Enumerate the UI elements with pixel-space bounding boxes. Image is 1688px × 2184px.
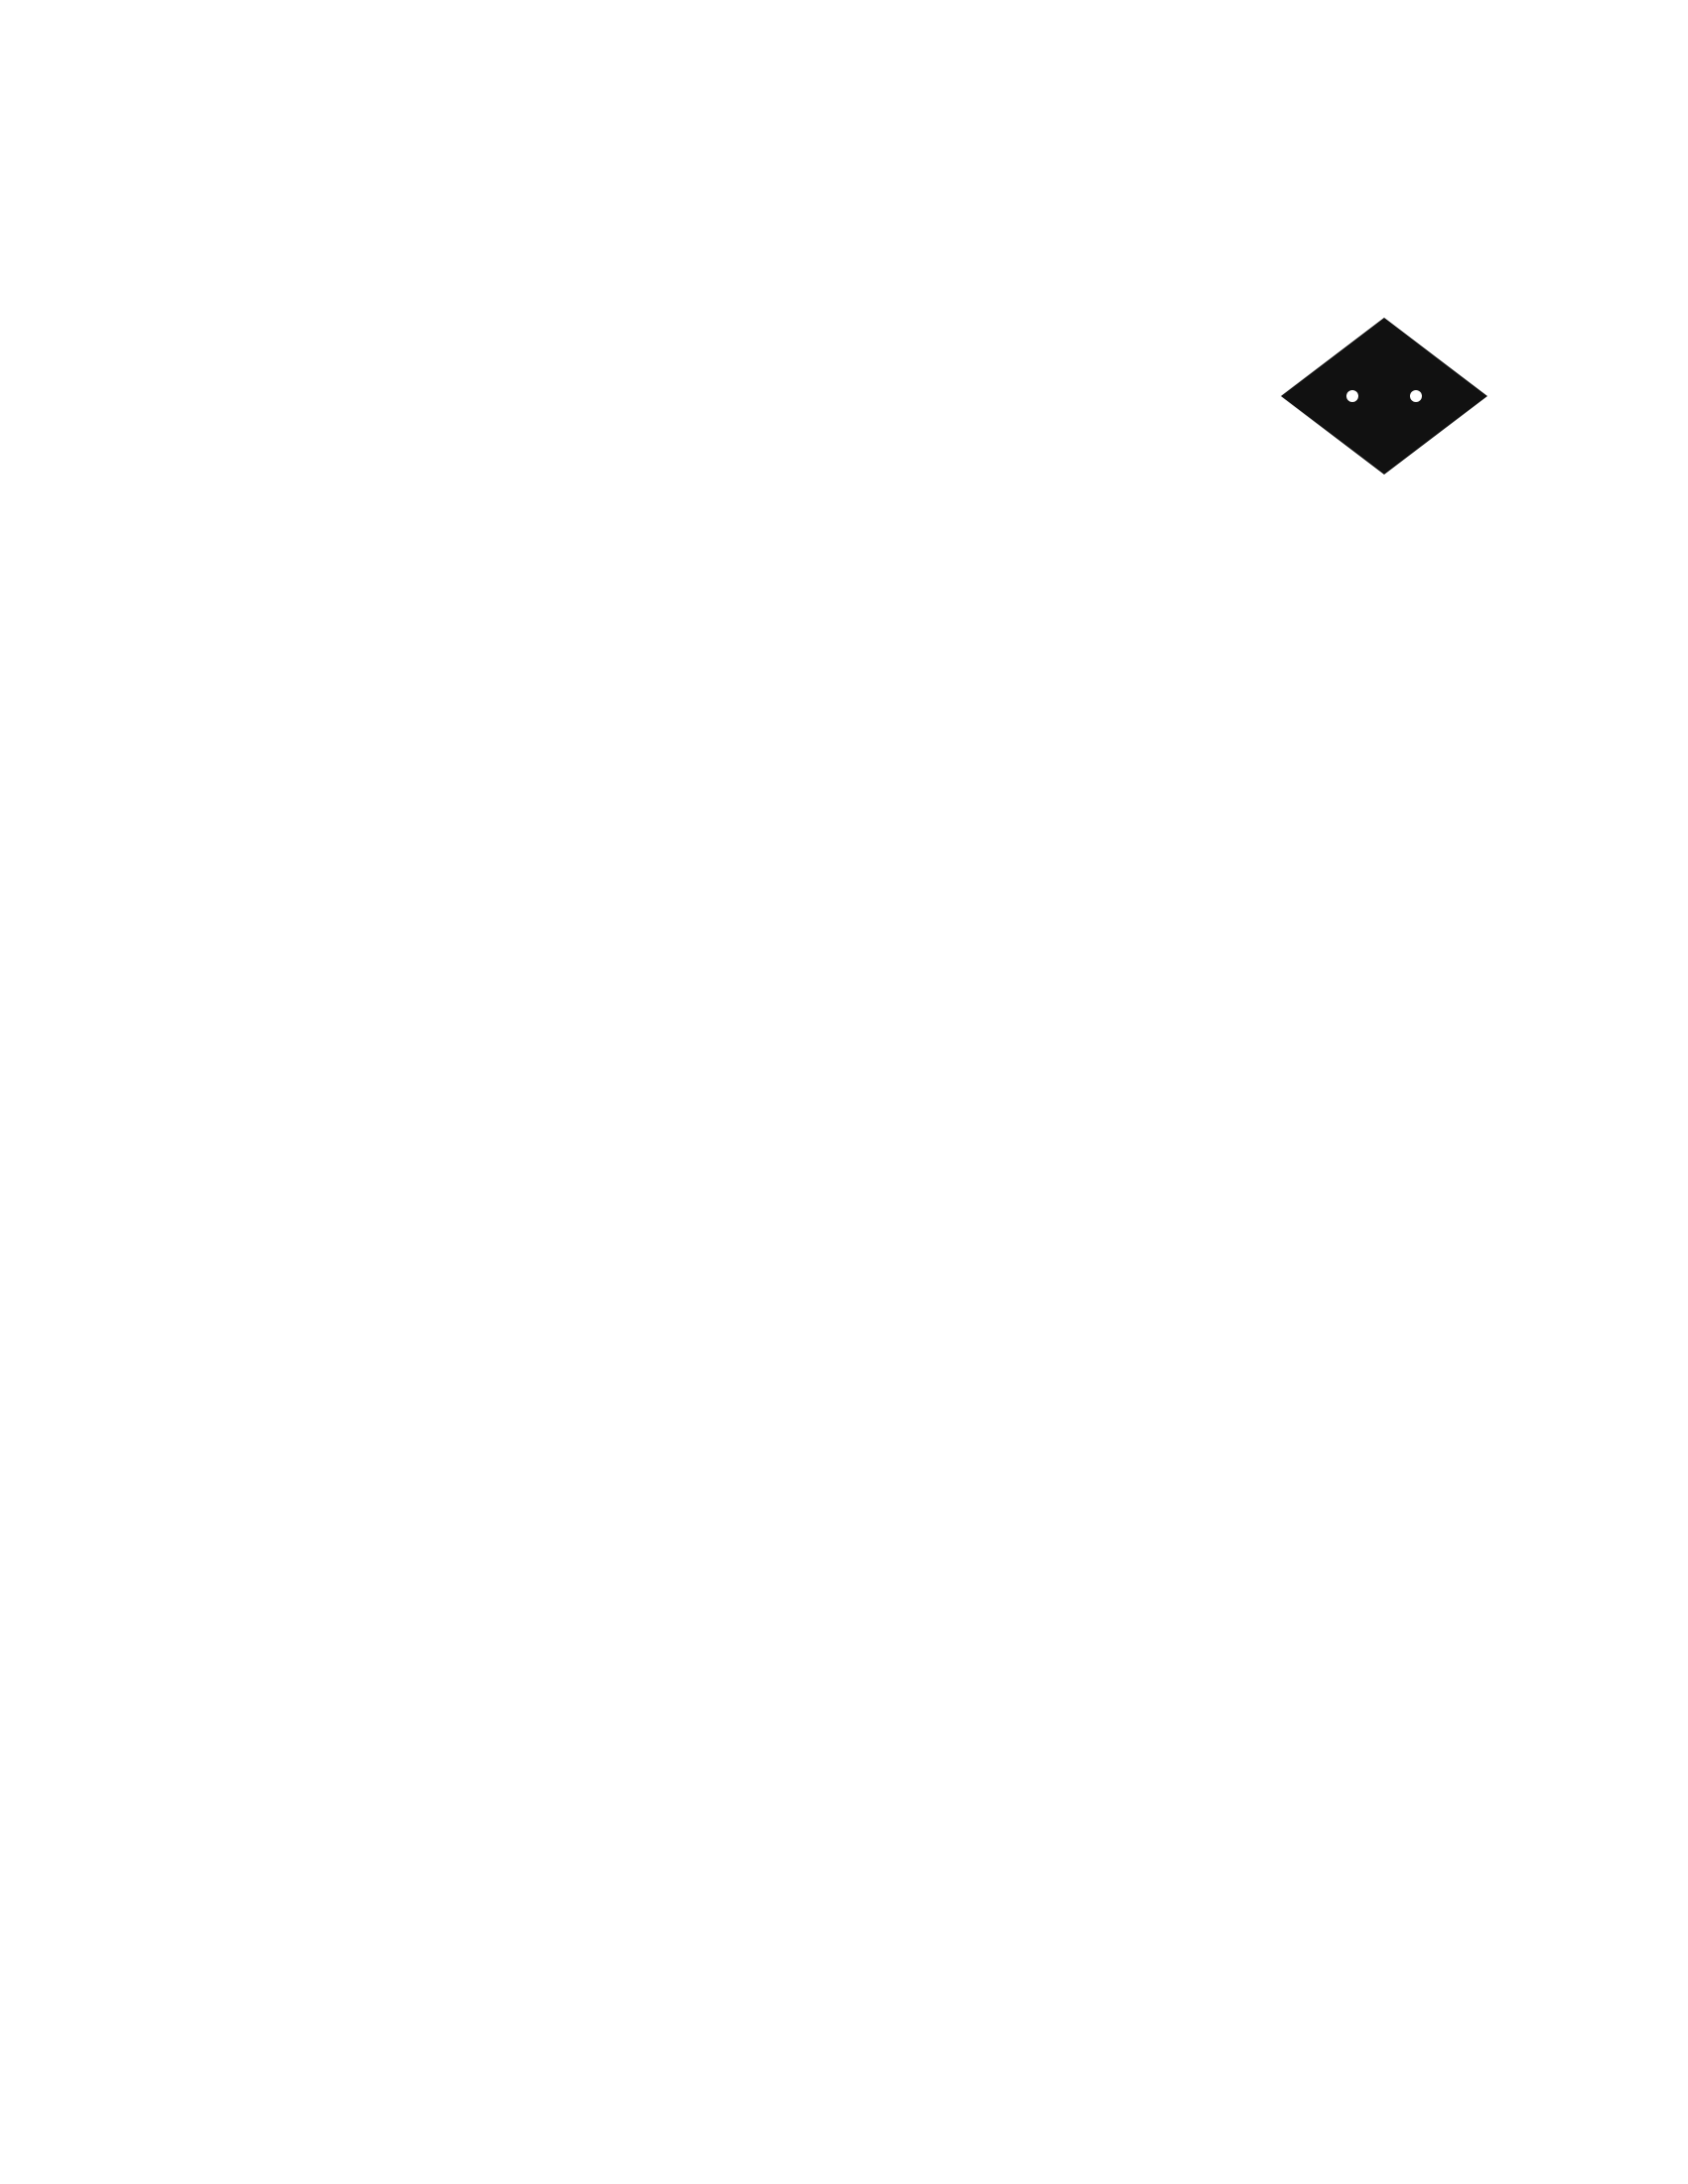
watermark [0,1948,1688,2184]
chapter-number-badge [1279,316,1489,477]
